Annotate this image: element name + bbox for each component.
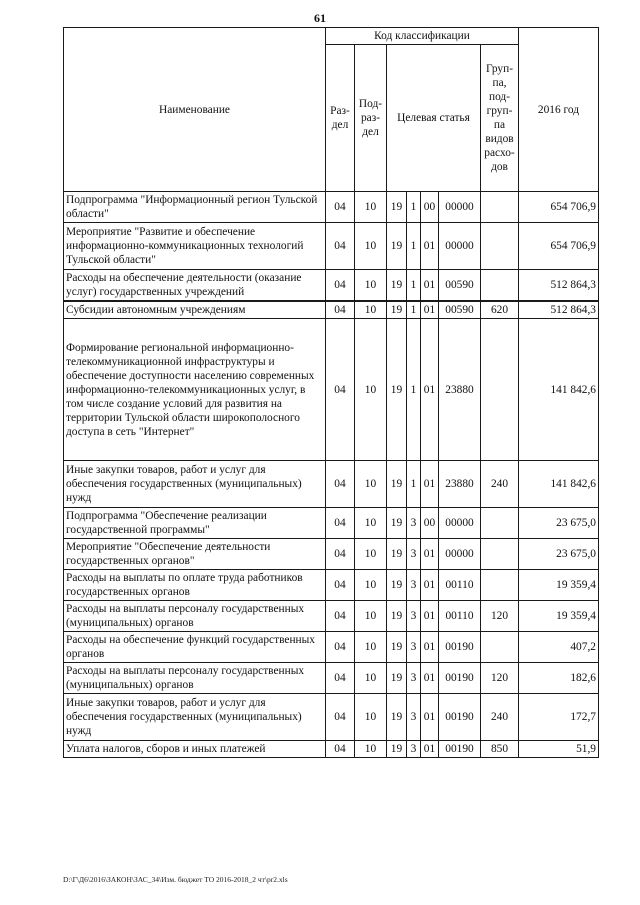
table-cell-razdel: 04 <box>326 694 355 741</box>
table-cell-razdel: 04 <box>326 741 355 758</box>
table-cell-amount: 23 675,0 <box>519 539 599 570</box>
table-cell-target-direction: 00000 <box>439 223 481 270</box>
table-cell-target-program: 19 <box>387 461 407 508</box>
table-cell-amount: 654 706,9 <box>519 192 599 223</box>
table-cell-target-program: 19 <box>387 223 407 270</box>
table-cell-expense-group: 240 <box>481 694 519 741</box>
table-cell-target-program: 19 <box>387 663 407 694</box>
table-cell-target-program: 19 <box>387 301 407 319</box>
table-cell-target-direction: 00590 <box>439 270 481 302</box>
table-cell-razdel: 04 <box>326 570 355 601</box>
table-cell-razdel: 04 <box>326 632 355 663</box>
table-cell-target-direction: 23880 <box>439 461 481 508</box>
table-cell-target-program: 19 <box>387 632 407 663</box>
table-cell-target-event: 01 <box>421 741 439 758</box>
table-cell-amount: 407,2 <box>519 632 599 663</box>
table-cell-target-event: 01 <box>421 270 439 302</box>
table-cell-expense-group <box>481 270 519 302</box>
table-cell-razdel: 04 <box>326 461 355 508</box>
table-row <box>64 694 599 741</box>
table-row <box>64 192 599 223</box>
table-cell-target-subprogram: 1 <box>407 461 421 508</box>
table-cell-razdel: 04 <box>326 539 355 570</box>
table-cell-name: Мероприятие "Обеспечение деятельности государственных органов" <box>64 539 326 570</box>
table-cell-target-program: 19 <box>387 319 407 461</box>
table-cell-expense-group <box>481 632 519 663</box>
table-cell-name: Расходы на выплаты по оплате труда работников государственных органов <box>64 570 326 601</box>
table-cell-target-subprogram: 1 <box>407 223 421 270</box>
table-cell-amount: 51,9 <box>519 741 599 758</box>
table-cell-target-direction: 00190 <box>439 694 481 741</box>
table-cell-target-direction: 00000 <box>439 192 481 223</box>
table-row <box>64 301 599 319</box>
table-cell-razdel: 04 <box>326 301 355 319</box>
table-cell-target-subprogram: 3 <box>407 694 421 741</box>
table-cell-target-event: 01 <box>421 601 439 632</box>
table-cell-expense-group: 620 <box>481 301 519 319</box>
table-cell-target-direction: 00590 <box>439 301 481 319</box>
table-cell-target-direction: 00190 <box>439 741 481 758</box>
column-header-name: Наименование <box>64 28 326 192</box>
table-cell-podrazdel: 10 <box>355 301 387 319</box>
table-cell-razdel: 04 <box>326 192 355 223</box>
table-cell-name: Расходы на обеспечение функций государственных органов <box>64 632 326 663</box>
table-cell-name: Субсидии автономным учреждениям <box>64 301 326 319</box>
table-row <box>64 539 599 570</box>
table-cell-razdel: 04 <box>326 270 355 302</box>
table-body <box>64 192 599 758</box>
table-cell-razdel: 04 <box>326 663 355 694</box>
table-cell-name: Иные закупки товаров, работ и услуг для обеспечения государственных (муниципальных) нужд <box>64 461 326 508</box>
table-cell-expense-group <box>481 192 519 223</box>
table-cell-target-direction: 00110 <box>439 601 481 632</box>
table-cell-target-subprogram: 3 <box>407 632 421 663</box>
table-cell-amount: 654 706,9 <box>519 223 599 270</box>
table-cell-target-event: 01 <box>421 570 439 601</box>
table-cell-target-direction: 00190 <box>439 663 481 694</box>
table-cell-podrazdel: 10 <box>355 570 387 601</box>
table-cell-target-event: 01 <box>421 694 439 741</box>
column-header-razdel: Раз- дел <box>326 45 355 192</box>
table-cell-expense-group <box>481 508 519 539</box>
table-row <box>64 632 599 663</box>
table-cell-expense-group <box>481 319 519 461</box>
table-cell-target-direction: 00000 <box>439 508 481 539</box>
table-cell-podrazdel: 10 <box>355 192 387 223</box>
table-cell-name: Уплата налогов, сборов и иных платежей <box>64 741 326 758</box>
table-cell-target-program: 19 <box>387 539 407 570</box>
table-cell-target-subprogram: 1 <box>407 301 421 319</box>
table-cell-amount: 512 864,3 <box>519 270 599 302</box>
table-cell-name: Расходы на выплаты персоналу государственных (муниципальных) органов <box>64 601 326 632</box>
table-cell-target-event: 00 <box>421 192 439 223</box>
table-cell-target-program: 19 <box>387 508 407 539</box>
table-cell-target-subprogram: 3 <box>407 508 421 539</box>
table-cell-podrazdel: 10 <box>355 461 387 508</box>
table-row <box>64 663 599 694</box>
table-row <box>64 270 599 302</box>
table-cell-target-subprogram: 3 <box>407 539 421 570</box>
table-cell-target-event: 01 <box>421 461 439 508</box>
table-cell-target-subprogram: 3 <box>407 741 421 758</box>
table-cell-amount: 141 842,6 <box>519 461 599 508</box>
table-cell-target-direction: 00110 <box>439 570 481 601</box>
table-cell-amount: 19 359,4 <box>519 570 599 601</box>
table-row <box>64 570 599 601</box>
table-cell-expense-group: 120 <box>481 601 519 632</box>
table-cell-razdel: 04 <box>326 508 355 539</box>
table-cell-target-direction: 00190 <box>439 632 481 663</box>
page-number: 61 <box>314 11 326 25</box>
table-cell-name: Иные закупки товаров, работ и услуг для обеспечения государственных (муниципальных) нужд <box>64 694 326 741</box>
table-cell-razdel: 04 <box>326 223 355 270</box>
table-row <box>64 461 599 508</box>
table-row <box>64 601 599 632</box>
table-cell-target-program: 19 <box>387 741 407 758</box>
table-cell-target-direction: 00000 <box>439 539 481 570</box>
table-cell-podrazdel: 10 <box>355 270 387 302</box>
table-cell-expense-group <box>481 223 519 270</box>
table-cell-expense-group <box>481 539 519 570</box>
table-cell-name: Расходы на обеспечение деятельности (оказание услуг) государственных учреждений <box>64 270 326 302</box>
column-header-year: 2016 год <box>519 28 599 192</box>
header-row-top <box>64 28 599 45</box>
table-cell-target-event: 01 <box>421 223 439 270</box>
table-cell-target-program: 19 <box>387 192 407 223</box>
table-cell-podrazdel: 10 <box>355 694 387 741</box>
table-cell-target-event: 00 <box>421 508 439 539</box>
table-cell-target-subprogram: 1 <box>407 319 421 461</box>
table-cell-amount: 182,6 <box>519 663 599 694</box>
column-header-code: Код классификации <box>326 28 519 45</box>
table-cell-amount: 141 842,6 <box>519 319 599 461</box>
table-cell-amount: 19 359,4 <box>519 601 599 632</box>
footer-file-path: D:\Г\Д6\2016\ЗАКОН\ЗАС_34\Изм. бюджет ТО 2016-2018_2 чт\pr2.xls <box>63 875 288 884</box>
table-cell-name: Подпрограмма "Обеспечение реализации государственной программы" <box>64 508 326 539</box>
column-header-expense-group: Груп- па, под- груп- па видов расхо- дов <box>481 45 519 192</box>
table-cell-podrazdel: 10 <box>355 319 387 461</box>
table-cell-podrazdel: 10 <box>355 508 387 539</box>
column-header-target: Целевая статья <box>387 45 481 192</box>
table-row <box>64 741 599 758</box>
column-header-podrazdel: Под- раз- дел <box>355 45 387 192</box>
table-cell-target-program: 19 <box>387 270 407 302</box>
table-cell-razdel: 04 <box>326 601 355 632</box>
table-cell-name: Подпрограмма "Информационный регион Тульской области" <box>64 192 326 223</box>
table-cell-amount: 23 675,0 <box>519 508 599 539</box>
table-cell-podrazdel: 10 <box>355 223 387 270</box>
budget-table <box>63 27 599 758</box>
table-cell-target-subprogram: 1 <box>407 270 421 302</box>
table-cell-razdel: 04 <box>326 319 355 461</box>
table-cell-expense-group: 850 <box>481 741 519 758</box>
table-cell-name: Мероприятие "Развитие и обеспечение информационно-коммуникационных технологий Тульской области" <box>64 223 326 270</box>
table-cell-podrazdel: 10 <box>355 601 387 632</box>
table-cell-target-program: 19 <box>387 694 407 741</box>
table-cell-name: Расходы на выплаты персоналу государственных (муниципальных) органов <box>64 663 326 694</box>
table-cell-target-program: 19 <box>387 601 407 632</box>
table-row <box>64 508 599 539</box>
table-cell-name: Формирование региональной информационно-телекоммуникационной инфраструктуры и обеспечение доступности населению современных информационно-телекоммуникационных услуг, в том числе создание условий для развития на территории Тульской области широкополосного доступа в сеть "Интернет" <box>64 319 326 461</box>
table-cell-expense-group: 120 <box>481 663 519 694</box>
table-cell-podrazdel: 10 <box>355 632 387 663</box>
table-cell-target-event: 01 <box>421 319 439 461</box>
table-cell-target-event: 01 <box>421 663 439 694</box>
table-cell-target-subprogram: 3 <box>407 570 421 601</box>
table-row <box>64 223 599 270</box>
table-cell-target-direction: 23880 <box>439 319 481 461</box>
table-cell-amount: 172,7 <box>519 694 599 741</box>
table-cell-amount: 512 864,3 <box>519 301 599 319</box>
table-cell-target-event: 01 <box>421 632 439 663</box>
table-cell-target-event: 01 <box>421 539 439 570</box>
table-cell-target-subprogram: 3 <box>407 601 421 632</box>
table-cell-target-program: 19 <box>387 570 407 601</box>
table-row <box>64 319 599 461</box>
table-cell-target-subprogram: 3 <box>407 663 421 694</box>
table-cell-expense-group <box>481 570 519 601</box>
table-cell-target-subprogram: 1 <box>407 192 421 223</box>
table-cell-target-event: 01 <box>421 301 439 319</box>
table-cell-podrazdel: 10 <box>355 741 387 758</box>
table-cell-expense-group: 240 <box>481 461 519 508</box>
table-cell-podrazdel: 10 <box>355 663 387 694</box>
table-cell-podrazdel: 10 <box>355 539 387 570</box>
